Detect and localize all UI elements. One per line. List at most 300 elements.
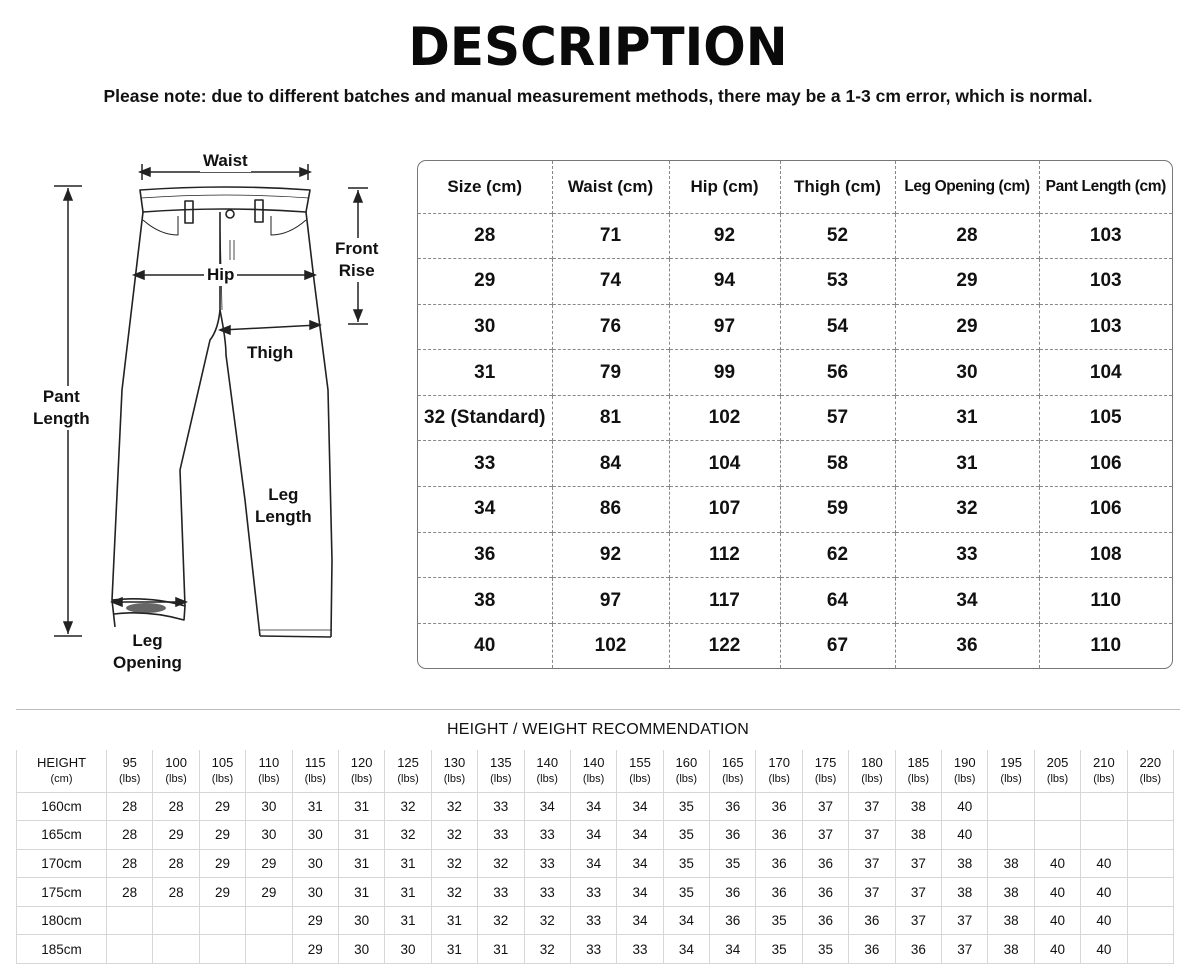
weight-value: 100 (165, 754, 187, 770)
weight-header (1081, 750, 1127, 792)
size-recommendation-cell: 36 (802, 906, 848, 935)
size-row (418, 578, 1172, 624)
size-recommendation-cell: 28 (107, 878, 153, 907)
weight-unit: (lbs) (1139, 772, 1161, 785)
leg-length-label (252, 484, 315, 528)
size-recommendation-cell: 36 (710, 821, 756, 850)
size-recommendation-cell: 29 (292, 906, 338, 935)
size-recommendation-cell: 31 (385, 878, 431, 907)
size-recommendation-cell (1127, 935, 1173, 964)
size-cell: 34 (418, 487, 552, 533)
size-row (418, 304, 1172, 350)
size-recommendation-cell: 33 (478, 821, 524, 850)
recommendation-row (17, 821, 1174, 850)
size-recommendation-cell: 29 (292, 935, 338, 964)
size-recommendation-cell: 34 (663, 906, 709, 935)
size-recommendation-cell: 35 (710, 849, 756, 878)
thigh-label: Thigh (244, 342, 296, 364)
thigh-cell: 67 (780, 623, 895, 668)
weight-value: 135 (489, 754, 512, 770)
weight-unit: (lbs) (536, 772, 558, 785)
weight-value: 130 (443, 754, 466, 770)
size-recommendation-cell: 37 (849, 849, 895, 878)
size-recommendation-cell: 35 (756, 935, 802, 964)
recommendation-chart (16, 750, 1174, 964)
weight-value: 140 (582, 754, 605, 770)
weight-header (663, 750, 709, 792)
size-recommendation-cell: 37 (849, 878, 895, 907)
weight-value: 190 (953, 754, 976, 770)
size-recommendation-cell (1127, 792, 1173, 821)
section-divider (16, 709, 1180, 710)
weight-value: 210 (1093, 754, 1115, 770)
weight-header (849, 750, 895, 792)
size-recommendation-cell: 37 (849, 792, 895, 821)
thigh-cell: 54 (780, 304, 895, 350)
size-recommendation-cell (199, 906, 245, 935)
size-recommendation-cell: 36 (710, 906, 756, 935)
leg-opening-cell: 29 (895, 304, 1039, 350)
pant-length-cell: 110 (1039, 578, 1172, 624)
height-cell: 170cm (17, 849, 107, 878)
height-header (17, 750, 107, 792)
size-recommendation-cell: 33 (524, 849, 570, 878)
pant-length-line-2: Length (33, 409, 90, 428)
hip-cell: 102 (669, 395, 780, 441)
size-cell: 36 (418, 532, 552, 578)
weight-unit: (lbs) (1046, 772, 1069, 785)
weight-value: 180 (861, 754, 883, 770)
weight-value: 125 (397, 754, 419, 770)
size-recommendation-cell: 37 (802, 821, 848, 850)
size-cell: 29 (418, 259, 552, 305)
size-recommendation-cell: 38 (988, 935, 1034, 964)
weight-value: 175 (814, 754, 837, 770)
size-cell: 30 (418, 304, 552, 350)
size-recommendation-cell: 40 (942, 821, 988, 850)
weight-unit: (lbs) (397, 772, 419, 785)
weight-header (617, 750, 663, 792)
size-recommendation-cell: 38 (988, 906, 1034, 935)
weight-unit: (lbs) (675, 772, 698, 785)
front-rise-line-2: Rise (338, 261, 375, 280)
pant-length-cell: 104 (1039, 350, 1172, 396)
size-chart (417, 160, 1173, 669)
weight-header (895, 750, 941, 792)
waist-label: Waist (200, 150, 251, 172)
size-recommendation-cell (1127, 878, 1173, 907)
weight-unit: (lbs) (582, 772, 605, 785)
hip-label: Hip (204, 264, 237, 286)
thigh-header: Thigh (cm) (780, 161, 895, 213)
size-recommendation-cell: 29 (153, 821, 199, 850)
size-row (418, 213, 1172, 259)
size-recommendation-cell (246, 935, 292, 964)
size-recommendation-cell: 36 (710, 792, 756, 821)
hip-cell: 122 (669, 623, 780, 668)
weight-unit: (lbs) (907, 772, 930, 785)
weight-header (524, 750, 570, 792)
size-recommendation-cell: 33 (570, 878, 616, 907)
size-recommendation-cell: 32 (524, 935, 570, 964)
pants-diagram (30, 140, 410, 690)
size-recommendation-cell (199, 935, 245, 964)
pant-length-label (30, 386, 93, 430)
weight-unit: (lbs) (814, 772, 837, 785)
weight-header (153, 750, 199, 792)
recommendation-row (17, 792, 1174, 821)
size-recommendation-cell: 36 (756, 878, 802, 907)
weight-value: 185 (907, 754, 930, 770)
size-recommendation-cell: 34 (617, 906, 663, 935)
size-recommendation-cell (1127, 849, 1173, 878)
weight-header (292, 750, 338, 792)
size-recommendation-cell: 35 (663, 849, 709, 878)
height-header-unit: (cm) (50, 772, 73, 785)
leg-opening-line-2: Opening (113, 653, 182, 672)
size-recommendation-cell (1081, 792, 1127, 821)
size-recommendation-cell (1127, 906, 1173, 935)
size-chart-table (418, 161, 1172, 668)
height-cell: 165cm (17, 821, 107, 850)
size-recommendation-cell: 36 (849, 906, 895, 935)
size-recommendation-cell: 34 (617, 849, 663, 878)
size-recommendation-cell: 37 (895, 906, 941, 935)
waist-cell: 102 (552, 623, 669, 668)
size-cell: 40 (418, 623, 552, 668)
size-recommendation-cell: 32 (385, 792, 431, 821)
leg-opening-cell: 36 (895, 623, 1039, 668)
hip-cell: 117 (669, 578, 780, 624)
size-recommendation-cell (1034, 792, 1080, 821)
size-recommendation-cell: 36 (895, 935, 941, 964)
size-recommendation-cell: 36 (802, 878, 848, 907)
size-recommendation-cell: 37 (802, 792, 848, 821)
size-recommendation-cell: 28 (153, 878, 199, 907)
size-recommendation-cell: 34 (710, 935, 756, 964)
size-recommendation-cell: 38 (988, 878, 1034, 907)
weight-unit: (lbs) (211, 772, 234, 785)
height-cell: 175cm (17, 878, 107, 907)
size-recommendation-cell: 33 (524, 821, 570, 850)
size-recommendation-cell (107, 935, 153, 964)
size-recommendation-cell: 30 (338, 935, 384, 964)
weight-value: 105 (211, 754, 234, 770)
weight-header (756, 750, 802, 792)
waist-cell: 97 (552, 578, 669, 624)
leg-opening-cell: 28 (895, 213, 1039, 259)
hip-cell: 112 (669, 532, 780, 578)
waist-cell: 79 (552, 350, 669, 396)
size-recommendation-cell: 40 (942, 792, 988, 821)
size-recommendation-cell: 38 (895, 792, 941, 821)
weight-value: 160 (675, 754, 698, 770)
size-chart-body (418, 213, 1172, 668)
size-recommendation-cell: 35 (663, 821, 709, 850)
size-cell: 33 (418, 441, 552, 487)
pant-length-cell: 108 (1039, 532, 1172, 578)
thigh-cell: 62 (780, 532, 895, 578)
recommendation-row (17, 935, 1174, 964)
pant-length-cell: 103 (1039, 213, 1172, 259)
size-recommendation-cell: 36 (756, 821, 802, 850)
weight-unit: (lbs) (490, 772, 512, 785)
pant-length-cell: 103 (1039, 304, 1172, 350)
weight-header (942, 750, 988, 792)
thigh-cell: 56 (780, 350, 895, 396)
size-recommendation-cell: 29 (199, 849, 245, 878)
size-row (418, 350, 1172, 396)
recommendation-header-row (17, 750, 1174, 792)
weight-header (802, 750, 848, 792)
weight-header (1127, 750, 1173, 792)
size-recommendation-cell: 31 (431, 935, 477, 964)
size-chart-header-row (418, 161, 1172, 213)
waist-cell: 76 (552, 304, 669, 350)
size-recommendation-cell: 40 (1034, 849, 1080, 878)
size-recommendation-cell: 32 (478, 906, 524, 935)
weight-value: 120 (350, 754, 373, 770)
size-recommendation-cell: 40 (1034, 906, 1080, 935)
size-recommendation-cell: 34 (570, 821, 616, 850)
size-recommendation-cell: 33 (570, 906, 616, 935)
hip-cell: 107 (669, 487, 780, 533)
weight-unit: (lbs) (1000, 772, 1022, 785)
weight-unit: (lbs) (629, 772, 651, 785)
size-row (418, 532, 1172, 578)
waist-cell: 81 (552, 395, 669, 441)
weight-value: 205 (1046, 754, 1069, 770)
size-row (418, 395, 1172, 441)
height-cell: 180cm (17, 906, 107, 935)
size-recommendation-cell: 40 (1081, 849, 1127, 878)
leg-length-line-2: Length (255, 507, 312, 526)
weight-unit: (lbs) (304, 772, 326, 785)
size-row (418, 441, 1172, 487)
size-recommendation-cell: 37 (895, 878, 941, 907)
leg-opening-cell: 33 (895, 532, 1039, 578)
thigh-cell: 59 (780, 487, 895, 533)
waist-cell: 84 (552, 441, 669, 487)
size-recommendation-cell: 34 (524, 792, 570, 821)
size-recommendation-cell: 36 (710, 878, 756, 907)
size-recommendation-cell: 32 (431, 878, 477, 907)
pant-length-line-1: Pant (42, 387, 80, 406)
thigh-cell: 64 (780, 578, 895, 624)
size-recommendation-cell: 29 (246, 878, 292, 907)
size-recommendation-cell: 29 (246, 849, 292, 878)
size-recommendation-cell: 32 (478, 849, 524, 878)
size-recommendation-cell: 40 (1081, 906, 1127, 935)
weight-value: 95 (122, 754, 137, 770)
size-recommendation-cell: 33 (478, 792, 524, 821)
size-recommendation-cell: 28 (107, 792, 153, 821)
size-recommendation-cell: 37 (895, 849, 941, 878)
thigh-cell: 52 (780, 213, 895, 259)
size-recommendation-cell: 32 (431, 849, 477, 878)
size-recommendation-cell: 40 (1034, 935, 1080, 964)
size-recommendation-cell: 35 (663, 792, 709, 821)
weight-unit: (lbs) (350, 772, 373, 785)
waist-cell: 86 (552, 487, 669, 533)
size-recommendation-cell: 31 (338, 878, 384, 907)
recommendation-title: HEIGHT / WEIGHT RECOMMENDATION (446, 721, 749, 738)
size-recommendation-cell: 30 (385, 935, 431, 964)
size-recommendation-cell: 32 (524, 906, 570, 935)
leg-opening-header: Leg Opening (cm) (895, 161, 1039, 213)
size-recommendation-cell: 32 (431, 792, 477, 821)
size-recommendation-cell: 28 (107, 821, 153, 850)
size-recommendation-cell: 29 (199, 878, 245, 907)
pant-length-cell: 103 (1039, 259, 1172, 305)
height-header-label: HEIGHT (36, 754, 87, 770)
height-cell: 185cm (17, 935, 107, 964)
size-recommendation-cell: 36 (756, 849, 802, 878)
weight-value: 140 (536, 754, 559, 770)
size-recommendation-cell: 31 (338, 849, 384, 878)
size-recommendation-cell: 38 (988, 849, 1034, 878)
leg-opening-cell: 31 (895, 395, 1039, 441)
size-recommendation-cell: 37 (942, 935, 988, 964)
weight-unit: (lbs) (443, 772, 466, 785)
size-recommendation-cell: 40 (1081, 935, 1127, 964)
weight-header (478, 750, 524, 792)
weight-header (246, 750, 292, 792)
size-recommendation-cell: 30 (246, 821, 292, 850)
size-recommendation-cell: 36 (849, 935, 895, 964)
weight-value: 155 (629, 754, 651, 770)
waist-cell: 74 (552, 259, 669, 305)
size-header: Size (cm) (447, 176, 523, 196)
measurement-note: Please note: due to different batches and manual measurement methods, there may be a 1-3 cm error, which is normal. (103, 86, 1093, 106)
front-rise-label (332, 238, 381, 282)
leg-opening-label (110, 630, 185, 674)
size-recommendation-cell: 38 (942, 878, 988, 907)
leg-opening-cell: 34 (895, 578, 1039, 624)
hip-cell: 104 (669, 441, 780, 487)
leg-opening-cell: 29 (895, 259, 1039, 305)
weight-header (338, 750, 384, 792)
size-row (418, 623, 1172, 668)
recommendation-table (16, 750, 1174, 964)
size-recommendation-cell: 35 (756, 906, 802, 935)
recommendation-row (17, 906, 1174, 935)
weight-header (385, 750, 431, 792)
hip-cell: 99 (669, 350, 780, 396)
pant-length-cell: 106 (1039, 441, 1172, 487)
leg-length-line-1: Leg (268, 485, 299, 504)
size-recommendation-cell: 32 (431, 821, 477, 850)
weight-unit: (lbs) (119, 772, 141, 785)
weight-unit: (lbs) (1093, 772, 1115, 785)
size-recommendation-cell: 31 (292, 792, 338, 821)
size-recommendation-cell (107, 906, 153, 935)
thigh-cell: 53 (780, 259, 895, 305)
size-recommendation-cell: 31 (338, 792, 384, 821)
size-recommendation-cell: 37 (942, 906, 988, 935)
weight-header (988, 750, 1034, 792)
size-recommendation-cell: 31 (478, 935, 524, 964)
size-recommendation-cell: 33 (478, 878, 524, 907)
size-cell: 32 (Standard) (418, 395, 552, 441)
weight-header (107, 750, 153, 792)
size-recommendation-cell: 32 (385, 821, 431, 850)
recommendation-row (17, 878, 1174, 907)
size-recommendation-cell: 28 (153, 792, 199, 821)
weight-header (431, 750, 477, 792)
size-recommendation-cell: 36 (756, 792, 802, 821)
size-recommendation-cell: 34 (617, 792, 663, 821)
size-recommendation-cell: 37 (849, 821, 895, 850)
size-recommendation-cell: 33 (524, 878, 570, 907)
size-recommendation-cell: 30 (292, 849, 338, 878)
recommendation-body (17, 792, 1174, 964)
weight-header (1034, 750, 1080, 792)
size-cell: 28 (418, 213, 552, 259)
weight-unit: (lbs) (722, 772, 744, 785)
size-recommendation-cell: 34 (570, 792, 616, 821)
waist-cell: 71 (552, 213, 669, 259)
pant-length-cell: 105 (1039, 395, 1172, 441)
size-recommendation-cell: 34 (663, 935, 709, 964)
size-recommendation-cell (1034, 821, 1080, 850)
leg-opening-cell: 31 (895, 441, 1039, 487)
size-recommendation-cell: 35 (802, 935, 848, 964)
front-rise-line-1: Front (335, 239, 379, 258)
weight-unit: (lbs) (768, 772, 790, 785)
size-recommendation-cell: 29 (199, 792, 245, 821)
weight-value: 165 (721, 754, 744, 770)
weight-value: 195 (1000, 754, 1022, 770)
size-recommendation-cell (988, 821, 1034, 850)
thigh-cell: 57 (780, 395, 895, 441)
size-recommendation-cell: 34 (570, 849, 616, 878)
weight-unit: (lbs) (258, 772, 280, 785)
height-cell: 160cm (17, 792, 107, 821)
pant-length-header: Pant Length (cm) (1039, 161, 1172, 213)
size-recommendation-cell: 30 (338, 906, 384, 935)
page-title: DESCRIPTION (408, 16, 788, 78)
size-recommendation-cell: 40 (1034, 878, 1080, 907)
size-recommendation-cell: 30 (246, 792, 292, 821)
size-recommendation-cell: 34 (617, 821, 663, 850)
weight-header (570, 750, 616, 792)
size-recommendation-cell (988, 792, 1034, 821)
size-row (418, 487, 1172, 533)
size-cell: 31 (418, 350, 552, 396)
size-recommendation-cell: 31 (385, 906, 431, 935)
recommendation-row (17, 849, 1174, 878)
size-recommendation-cell: 28 (153, 849, 199, 878)
thigh-cell: 58 (780, 441, 895, 487)
size-recommendation-cell: 40 (1081, 878, 1127, 907)
size-recommendation-cell: 30 (292, 821, 338, 850)
weight-value: 220 (1139, 754, 1162, 770)
size-recommendation-cell: 29 (199, 821, 245, 850)
weight-unit: (lbs) (954, 772, 976, 785)
hip-cell: 92 (669, 213, 780, 259)
size-recommendation-cell: 31 (431, 906, 477, 935)
size-recommendation-cell: 38 (942, 849, 988, 878)
hip-cell: 94 (669, 259, 780, 305)
leg-opening-cell: 30 (895, 350, 1039, 396)
size-recommendation-cell (1127, 821, 1173, 850)
size-recommendation-cell (153, 935, 199, 964)
size-recommendation-cell: 30 (292, 878, 338, 907)
weight-value: 170 (768, 754, 791, 770)
weight-header (199, 750, 245, 792)
weight-value: 110 (258, 754, 280, 770)
